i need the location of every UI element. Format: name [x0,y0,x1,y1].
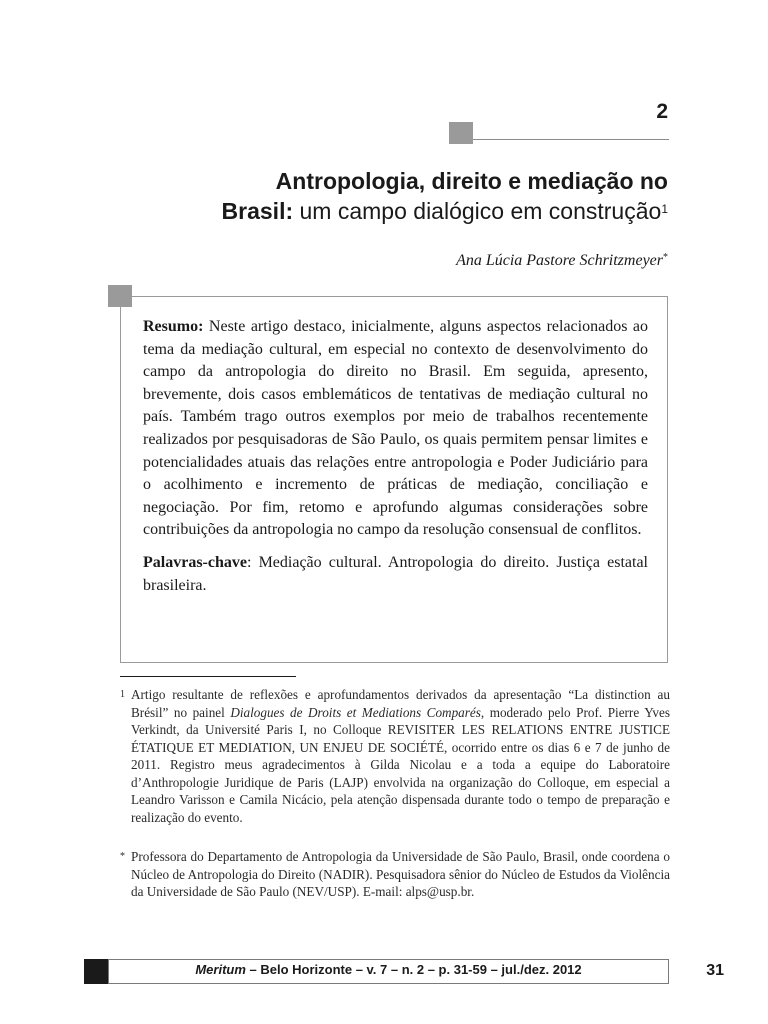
title-subtitle: um campo dialógico em construção [293,198,662,224]
author-byline [300,252,668,270]
footnote-mark: * [120,851,125,862]
footnote-author [120,848,670,901]
journal-name: Meritum [195,962,246,977]
footnote-mark: 1 [120,689,125,700]
running-footer [108,962,669,977]
keywords-label: Palavras-chave [143,553,247,571]
footnote-text-b: , moderado pelo Prof. Pierre Yves Verkindt, da Université Paris I, no Colloque REVISITER LES RELATIONS ENTRE JUSTICE ÉTATIQUE ET MEDIATION, UN ENJEU DE SOCIÉTÉ, ocorrido entre os dias 6 e 7 de junho de 2011. Registro meus agradecimentos à Gilda Nicolau e a toda a equipe do Laboratoire d’Anthropologie Juridique de Paris (LAJP) envolvida na organização do Colloque, em especial a Leandro Varisson e Camila Nicácio, pela atenção dispensada durante todo o tempo de preparação e realização do evento. [131,704,670,825]
title-bold-part: Brasil: [221,198,294,224]
abstract-text: Neste artigo destaco, inicialmente, alguns aspectos relacionados ao tema da mediação cultural, em especial no contexto de desenvolvimento do campo da antropologia do direito no Brasil. Em seguida, apresento, brevemente, dois casos emblemáticos de tentativas de mediação cultural no país. Também trago outros exemplos por meio de trabalhos recentemente realizados por pesquisadoras de São Paulo, os quais permitem pensar limites e potencialidades atuais das relações entre antropologia e Poder Judiciário para o acolhimento e incremento de práticas de mediação, conciliação e negociação. Por fim, retomo e aprofundo algumas considerações sobre contribuições da antropologia no campo da resolução consensual de conflitos. [143,318,648,539]
title-footnote-ref: 1 [661,202,668,216]
article-title [110,166,668,226]
footnote-separator [120,676,296,677]
abstract-paragraph [143,316,648,542]
chapter-marker-square [449,122,473,144]
chapter-rule [473,139,669,140]
citation-text: – Belo Horizonte – v. 7 – n. 2 – p. 31-59 – jul./dez. 2012 [245,962,582,977]
keywords-paragraph [143,552,648,597]
author-footnote-ref: * [663,252,668,263]
title-line-2 [110,196,668,226]
footer-black-block [84,959,108,984]
author-name: Ana Lúcia Pastore Schritzmeyer [456,252,663,269]
page-number: 31 [706,962,724,979]
title-line-1: Antropologia, direito e mediação no [275,168,668,194]
keywords-text: : Mediação cultural. Antropologia do direito. Justiça estatal brasileira. [143,553,648,594]
footnote-text-italic: Dialogues de Droits et Mediations Comparés [230,704,481,720]
footnote-1 [120,686,670,826]
footnote-text [131,686,670,826]
footnote-text: Professora do Departamento de Antropologia da Universidade de São Paulo, Brasil, onde coordena o Núcleo de Antropologia do Direito (NADIR). Pesquisadora sênior do Núcleo de Estudos da Violência da Universidade de São Paulo (NEV/USP). E-mail: alps@usp.br. [131,849,670,899]
footnote-text-a: Artigo resultante de reflexões e aprofundamentos derivados da apresentação “La distinction au Brésil” no painel [131,687,670,720]
chapter-number: 2 [656,100,668,123]
abstract [143,316,648,597]
abstract-label: Resumo: [143,318,204,335]
